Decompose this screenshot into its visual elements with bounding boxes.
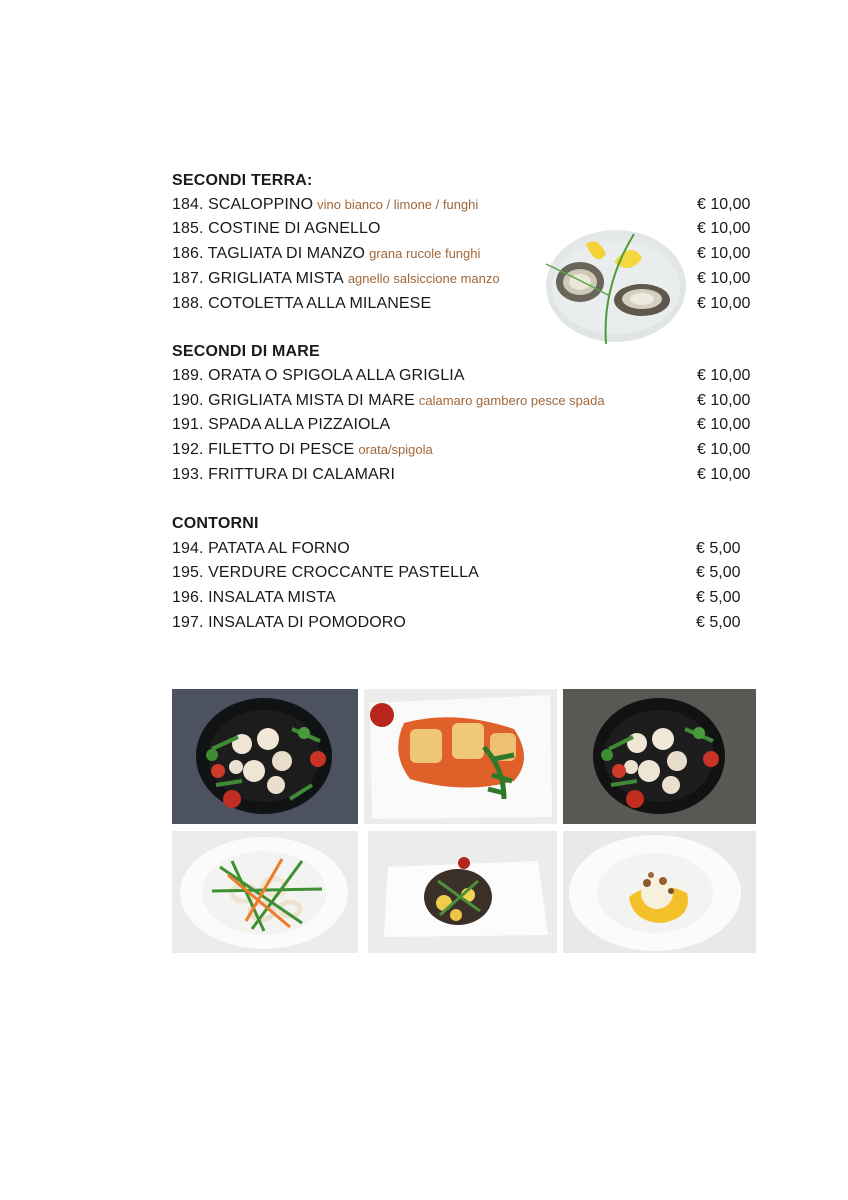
item-price: € 5,00 bbox=[696, 614, 741, 631]
item-name: 193. FRITTURA DI CALAMARI bbox=[172, 466, 395, 483]
menu-item bbox=[172, 438, 756, 462]
item-price: € 10,00 bbox=[697, 392, 751, 409]
item-note: grana rucole funghi bbox=[369, 246, 481, 261]
menu-item bbox=[172, 193, 756, 217]
dish-photo-fish-sauce bbox=[364, 689, 557, 824]
menu-item bbox=[172, 413, 756, 437]
menu-item bbox=[172, 389, 756, 413]
dish-photo-calamari-vegetables bbox=[172, 831, 358, 953]
item-name: 187. GRIGLIATA MISTA bbox=[172, 270, 344, 287]
item-note: vino bianco / limone / funghi bbox=[317, 197, 479, 212]
dish-photo-octopus-potato bbox=[368, 831, 557, 953]
item-price: € 10,00 bbox=[697, 416, 751, 433]
item-note: orata/spigola bbox=[358, 442, 433, 457]
item-price: € 10,00 bbox=[697, 245, 751, 262]
item-name: 185. COSTINE DI AGNELLO bbox=[172, 220, 381, 237]
menu-item bbox=[172, 463, 756, 487]
item-name: 197. INSALATA DI POMODORO bbox=[172, 614, 406, 631]
section-title-secondi-terra: SECONDI TERRA: bbox=[172, 172, 313, 189]
item-price: € 10,00 bbox=[697, 196, 751, 213]
menu-item bbox=[172, 611, 756, 635]
dish-photo-yellow-sauce bbox=[563, 831, 756, 953]
item-price: € 10,00 bbox=[697, 270, 751, 287]
section-title-secondi-mare: SECONDI DI MARE bbox=[172, 343, 320, 360]
item-price: € 10,00 bbox=[697, 367, 751, 384]
oyster-photo bbox=[540, 226, 688, 352]
item-price: € 10,00 bbox=[697, 220, 751, 237]
item-name: 194. PATATA AL FORNO bbox=[172, 540, 350, 557]
item-price: € 10,00 bbox=[697, 441, 751, 458]
menu-item bbox=[172, 364, 756, 388]
dish-photo-calamari-salad-dark bbox=[172, 689, 358, 824]
item-name: 186. TAGLIATA DI MANZO bbox=[172, 245, 366, 262]
item-price: € 10,00 bbox=[697, 295, 751, 312]
item-name: 196. INSALATA MISTA bbox=[172, 589, 336, 606]
item-note: calamaro gambero pesce spada bbox=[418, 393, 605, 408]
item-name: 191. SPADA ALLA PIZZAIOLA bbox=[172, 416, 391, 433]
item-price: € 5,00 bbox=[696, 540, 741, 557]
item-price: € 10,00 bbox=[697, 466, 751, 483]
menu-item bbox=[172, 586, 756, 610]
item-name: 189. ORATA O SPIGOLA ALLA GRIGLIA bbox=[172, 367, 465, 384]
dish-photo-calamari-salad-stone bbox=[563, 689, 756, 824]
item-name: 192. FILETTO DI PESCE bbox=[172, 441, 355, 458]
section-title-contorni: CONTORNI bbox=[172, 515, 259, 532]
item-note: agnello salsiccione manzo bbox=[347, 271, 500, 286]
item-price: € 5,00 bbox=[696, 589, 741, 606]
item-name: 184. SCALOPPINO bbox=[172, 196, 314, 213]
item-name: 190. GRIGLIATA MISTA DI MARE bbox=[172, 392, 415, 409]
item-price: € 5,00 bbox=[696, 564, 741, 581]
menu-item bbox=[172, 537, 756, 561]
item-name: 188. COTOLETTA ALLA MILANESE bbox=[172, 295, 432, 312]
item-name: 195. VERDURE CROCCANTE PASTELLA bbox=[172, 564, 479, 581]
menu-item bbox=[172, 561, 756, 585]
